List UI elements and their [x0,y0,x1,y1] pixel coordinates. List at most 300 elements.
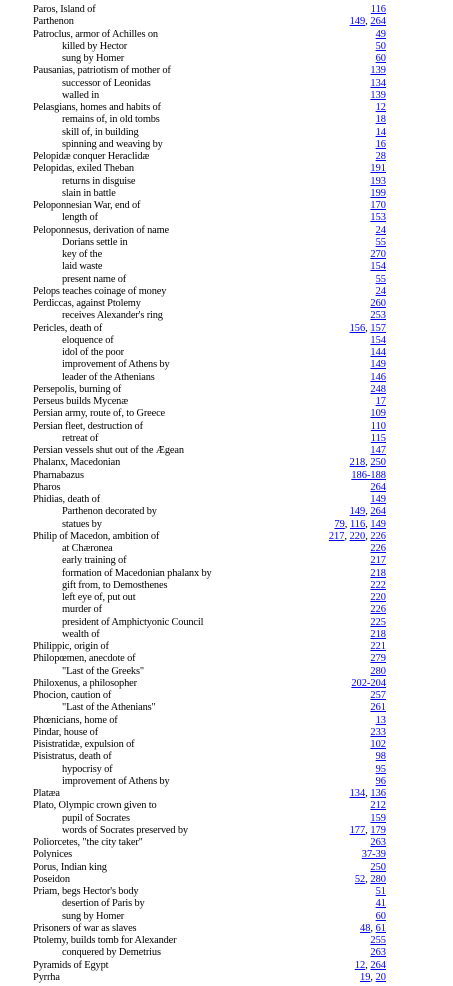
page-refs [370,653,386,665]
index-subentry [0,127,453,139]
page-link[interactable]: 48 [360,922,371,934]
index-entry [0,886,453,898]
index-entry [0,960,453,972]
page-link[interactable]: 199 [370,187,386,199]
page-refs [376,29,386,41]
page-link[interactable]: 264 [370,506,386,518]
index-term: Parthenon [33,16,74,28]
page-refs [370,690,386,702]
page-link[interactable]: 260 [370,298,386,309]
index-subentry [0,776,453,788]
page-link[interactable]: 191 [370,163,386,175]
page-link[interactable]: 14 [375,126,386,138]
index-subentry [0,212,453,224]
page-link[interactable]: 37-39 [361,849,386,861]
index-term: Persian vessels shut out of the Ægean [33,445,184,456]
page-refs [370,702,386,714]
page-refs [370,935,386,947]
index-subentry [0,506,453,518]
index-entry [0,16,453,28]
index-entry [0,298,453,310]
index-term: skill of, in building [62,126,139,138]
index-entry [0,862,453,874]
page-link[interactable]: 264 [370,959,386,971]
index-subentry [0,372,453,384]
index-subentry [0,604,453,616]
page-refs [376,114,386,126]
page-link[interactable]: 134 [370,77,386,89]
index-subentry [0,274,453,286]
index-term: Poliorcetes, "the city taker" [33,837,143,848]
index-term: Pelops teaches coinage of money [33,285,167,297]
index-entry [0,163,453,175]
page-refs [370,310,386,322]
index-term: early training of [62,555,127,567]
page-link[interactable]: 253 [370,310,386,322]
index-entry [0,4,453,16]
page-refs [370,800,386,812]
index-subentry [0,41,453,53]
page-refs [376,886,386,898]
page-link[interactable]: 149 [370,518,386,530]
page-refs [370,580,386,592]
index-entry [0,494,453,506]
index-term: Pelopidas, exiled Theban [33,163,134,175]
index-entry [0,727,453,739]
index-entry [0,653,453,665]
index-entry [0,751,453,763]
page-link[interactable]: 226 [370,604,386,616]
index-term: desertion of Paris by [62,898,145,910]
page-refs [370,604,386,616]
page-refs [376,225,386,237]
page-refs: 134, 136 [349,788,386,799]
index-subentry [0,335,453,347]
page-refs [370,862,386,874]
index-subentry [0,629,453,641]
index-subentry [0,911,453,923]
index-term: laid waste [62,261,103,273]
index-term: Philippic, origin of [33,641,109,652]
index-term: Paros, Island of [33,4,96,15]
page-link[interactable]: 156 [349,322,366,334]
index-term: Persian fleet, destruction of [33,420,143,432]
index-entry [0,29,453,41]
page-refs [362,849,386,861]
index-term: improvement of Athens by [62,775,170,787]
page-link[interactable]: 102 [370,739,386,750]
page-link[interactable]: 170 [370,200,386,211]
page-link[interactable]: 109 [370,408,386,420]
index-entry [0,470,453,482]
page-refs [370,629,386,641]
page-refs: 149, 264 [349,506,386,518]
page-link[interactable]: 52 [354,873,366,885]
index-subentry [0,261,453,273]
page-refs [370,568,386,580]
page-refs [376,53,386,65]
page-link[interactable]: 153 [370,212,386,224]
index-term: returns in disguise [62,175,136,187]
index-subentry [0,53,453,65]
page-link[interactable]: 226 [370,530,386,542]
page-link[interactable]: 136 [370,788,386,799]
page-refs [370,359,386,371]
index-term: idol of the poor [62,347,124,358]
index-term: formation of Macedonian phalanx by [62,567,212,579]
index-term: Persian army, route of, to Greece [33,408,165,420]
page-link[interactable]: 270 [370,249,386,260]
index-entry [0,935,453,947]
index-term: slain in battle [62,187,116,199]
page-refs: 19, 20 [360,971,386,983]
index-term: Peloponnesian War, end of [33,200,141,211]
page-refs [351,470,386,482]
page-refs [370,739,386,751]
index-term: Plato, Olympic crown given to [33,800,157,812]
page-link[interactable]: 154 [370,334,386,346]
index-term: remains of, in old tombs [62,114,160,126]
index-term: eloquence of [62,334,114,346]
page-link[interactable]: 279 [370,653,386,665]
index-term: Pisistratidæ, expulsion of [33,739,135,750]
index-term: Philopœmen, anecdote of [33,653,136,665]
index-term: Dorians settle in [62,236,128,248]
index-term: Pharos [33,481,61,493]
index-subentry [0,813,453,825]
page-refs [370,261,386,273]
index-term: Pelopidæ conquer Heraclidæ [33,151,150,162]
index-subentry [0,433,453,445]
page-link[interactable]: 55 [375,273,386,285]
index-entry [0,715,453,727]
index-term: at Chæronea [62,543,113,554]
page-link[interactable]: 50 [375,40,386,52]
page-link[interactable]: 149 [349,16,366,28]
page-refs [376,396,386,408]
page-link[interactable]: 193 [370,175,386,187]
page-link[interactable]: 222 [370,579,386,591]
page-link[interactable]: 220 [349,530,366,542]
index-term: Pharnabazus [33,469,84,481]
page-link[interactable]: 218 [349,457,366,469]
index-term: Perseus builds Mycenæ [33,396,128,407]
index-entry [0,323,453,335]
page-link[interactable]: 110 [370,420,386,432]
index-subentry [0,139,453,151]
page-link[interactable]: 13 [375,714,386,726]
page-refs: 217, 220, 226 [328,530,386,542]
index-term: Phœnicians, home of [33,714,118,726]
index-term: Pindar, house of [33,726,99,738]
index-subentry [0,90,453,102]
index-entry [0,396,453,408]
page-refs [370,65,386,77]
index-entry [0,65,453,77]
index-subentry [0,188,453,200]
index-term: sung by Homer [62,910,125,922]
index-subentry [0,249,453,261]
index-term: murder of [62,604,102,616]
index-term: wealth of [62,628,100,640]
page-refs [376,898,386,910]
page-refs [370,200,386,212]
index-entry [0,421,453,433]
page-link[interactable]: 61 [375,922,386,934]
page-link[interactable]: 149 [349,506,366,518]
index-entry [0,849,453,861]
index-entry [0,225,453,237]
page-link[interactable]: 263 [370,947,386,959]
page-link[interactable]: 264 [370,481,386,493]
page-link[interactable]: 159 [370,812,386,824]
page-refs [376,151,386,163]
index-entry [0,102,453,114]
page-refs [370,384,386,396]
page-link[interactable]: 18 [375,114,386,126]
page-refs [371,4,386,16]
page-refs [370,947,386,959]
page-link[interactable]: 217 [328,530,345,542]
page-refs: 12, 264 [354,959,386,971]
index-term: Prisoners of war as slaves [33,922,137,934]
page-link[interactable]: 250 [370,457,386,469]
page-link[interactable]: 41 [375,898,386,910]
page-link[interactable]: 248 [370,383,386,395]
page-link[interactable]: 24 [375,285,386,297]
page-link[interactable]: 179 [370,824,386,836]
index-term: conquered by Demetrius [62,947,161,959]
page-link[interactable]: 250 [370,861,386,873]
index-subentry [0,543,453,555]
page-refs [370,482,386,494]
index-entry [0,972,453,984]
index-term: Pyramids of Egypt [33,959,109,971]
page-link[interactable]: 139 [370,89,386,101]
index-term: length of [62,212,98,224]
index-term: improvement of Athens by [62,359,170,371]
page-link[interactable]: 139 [370,65,386,77]
page-refs: 79, 116, 149 [334,518,386,530]
index-entry [0,445,453,457]
page-link[interactable]: 146 [370,371,386,383]
page-refs [370,188,386,200]
page-link[interactable]: 19 [360,971,371,983]
page-refs [376,751,386,763]
index-entry [0,531,453,543]
page-link[interactable]: 144 [370,347,386,358]
index-term: walled in [62,89,100,101]
page-refs [370,837,386,849]
index-term: words of Socrates preserved by [62,824,188,836]
index-entry [0,457,453,469]
page-link[interactable]: 220 [370,592,386,603]
index-entry [0,641,453,653]
page-link[interactable]: 147 [370,445,386,456]
page-link[interactable]: 98 [375,751,386,763]
page-link[interactable]: 226 [370,543,386,554]
page-link[interactable]: 51 [375,886,386,897]
page-link[interactable]: 212 [370,800,386,812]
page-refs [376,764,386,776]
index-term: Porus, Indian king [33,861,107,873]
index-term: Perdiccas, against Ptolemy [33,298,141,309]
page-link[interactable]: 24 [375,224,386,236]
index-term: Peloponnesus, derivation of name [33,224,170,236]
page-refs: 52, 280 [354,873,386,885]
index-term: Pisistratus, death of [33,751,112,763]
index-subentry [0,617,453,629]
index-term: Phidias, death of [33,494,100,505]
page-refs [370,592,386,604]
index-term: key of the [62,249,103,260]
index-entry [0,151,453,163]
page-link[interactable]: 225 [370,616,386,628]
page-refs [376,274,386,286]
page-link[interactable]: 264 [370,16,386,28]
index-subentry [0,568,453,580]
page-link[interactable]: 17 [375,396,386,407]
page-refs [370,298,386,310]
index-entry [0,788,453,800]
page-link[interactable]: 28 [375,151,386,162]
page-link[interactable]: 149 [370,359,386,371]
page-refs [376,776,386,788]
page-refs: 156, 157 [349,322,386,334]
page-refs [371,421,386,433]
index-term: present name of [62,273,127,285]
page-link[interactable]: 12 [354,959,366,971]
index-subentry [0,347,453,359]
page-link[interactable]: 280 [370,873,386,885]
page-refs [376,127,386,139]
index-term: Phalanx, Macedonian [33,457,121,469]
page-refs [370,617,386,629]
index-term: successor of Leonidas [62,77,151,89]
page-link[interactable]: 16 [375,138,386,150]
index-term: Pericles, death of [33,322,103,334]
page-link[interactable]: 261 [370,702,386,714]
index-term: "Last of the Greeks" [62,665,144,677]
index-term: spinning and weaving by [62,138,163,150]
page-link[interactable]: 134 [349,788,366,799]
page-link[interactable]: 20 [375,971,386,983]
page-refs [370,176,386,188]
page-link[interactable]: 60 [375,53,386,64]
index-term: Philoxenus, a philosopher [33,677,137,689]
page-link[interactable]: 186-188 [351,469,386,481]
index-subentry [0,898,453,910]
page-link[interactable]: 202-204 [351,677,386,689]
page-refs [376,911,386,923]
page-link[interactable]: 255 [370,935,386,946]
page-link[interactable]: 79 [334,518,345,530]
index-subentry [0,947,453,959]
index-term: Polynices [33,849,73,861]
page-link[interactable]: 263 [370,837,386,848]
page-refs [370,212,386,224]
index-subentry [0,114,453,126]
page-refs [376,41,386,53]
page-link[interactable]: 49 [375,28,386,40]
index-subentry [0,825,453,837]
index-subentry [0,237,453,249]
page-link[interactable]: 217 [370,555,386,567]
index-term: statues by [62,518,102,530]
page-link[interactable]: 12 [375,102,386,113]
page-refs [370,90,386,102]
index-term: Pyrrha [33,971,60,983]
page-refs [376,102,386,114]
page-link[interactable]: 149 [370,494,386,505]
page-link[interactable]: 154 [370,261,386,273]
index-term: Persepolis, burning of [33,383,122,395]
page-refs [376,715,386,727]
page-link[interactable]: 96 [375,775,386,787]
page-link[interactable]: 55 [375,236,386,248]
index-term: Pelasgians, homes and habits of [33,102,161,113]
index-term: Priam, begs Hector's body [33,886,139,897]
page-refs: 149, 264 [349,16,386,28]
page-link[interactable]: 116 [370,4,386,15]
page-refs [371,433,386,445]
page-refs [370,813,386,825]
index-entry [0,800,453,812]
index-list [0,4,453,984]
page-refs [370,249,386,261]
index-subentry [0,580,453,592]
page-link[interactable]: 116 [350,518,366,530]
index-term: Parthenon decorated by [62,506,157,518]
index-entry [0,837,453,849]
index-subentry [0,78,453,90]
index-entry [0,923,453,935]
index-term: left eye of, put out [62,592,136,603]
index-term: Pausanias, patriotism of mother of [33,65,171,77]
index-entry [0,690,453,702]
page-link[interactable]: 257 [370,690,386,701]
index-subentry [0,310,453,322]
page-link[interactable]: 60 [375,910,386,922]
index-term: Phocion, caution of [33,690,112,701]
page-link[interactable]: 218 [370,628,386,640]
page-refs: 177, 179 [349,824,386,836]
page-refs [370,335,386,347]
index-term: Ptolemy, builds tomb for Alexander [33,935,177,946]
page-link[interactable]: 221 [370,641,386,652]
index-term: killed by Hector [62,40,128,52]
index-term: hypocrisy of [62,763,113,775]
page-link[interactable]: 233 [370,726,386,738]
page-link[interactable]: 177 [349,824,366,836]
page-refs [370,163,386,175]
page-refs [370,555,386,567]
page-link[interactable]: 95 [375,763,386,775]
index-term: retreat of [62,432,99,444]
page-refs: 48, 61 [360,922,386,934]
page-refs [370,666,386,678]
page-link[interactable]: 157 [370,322,386,334]
page-link[interactable]: 115 [370,432,386,444]
index-entry [0,200,453,212]
page-link[interactable]: 280 [370,665,386,677]
page-link[interactable]: 218 [370,567,386,579]
index-term: "Last of the Athenians" [62,702,156,714]
index-subentry [0,666,453,678]
page-refs [370,347,386,359]
index-term: receives Alexander's ring [62,310,163,322]
page-refs [370,408,386,420]
